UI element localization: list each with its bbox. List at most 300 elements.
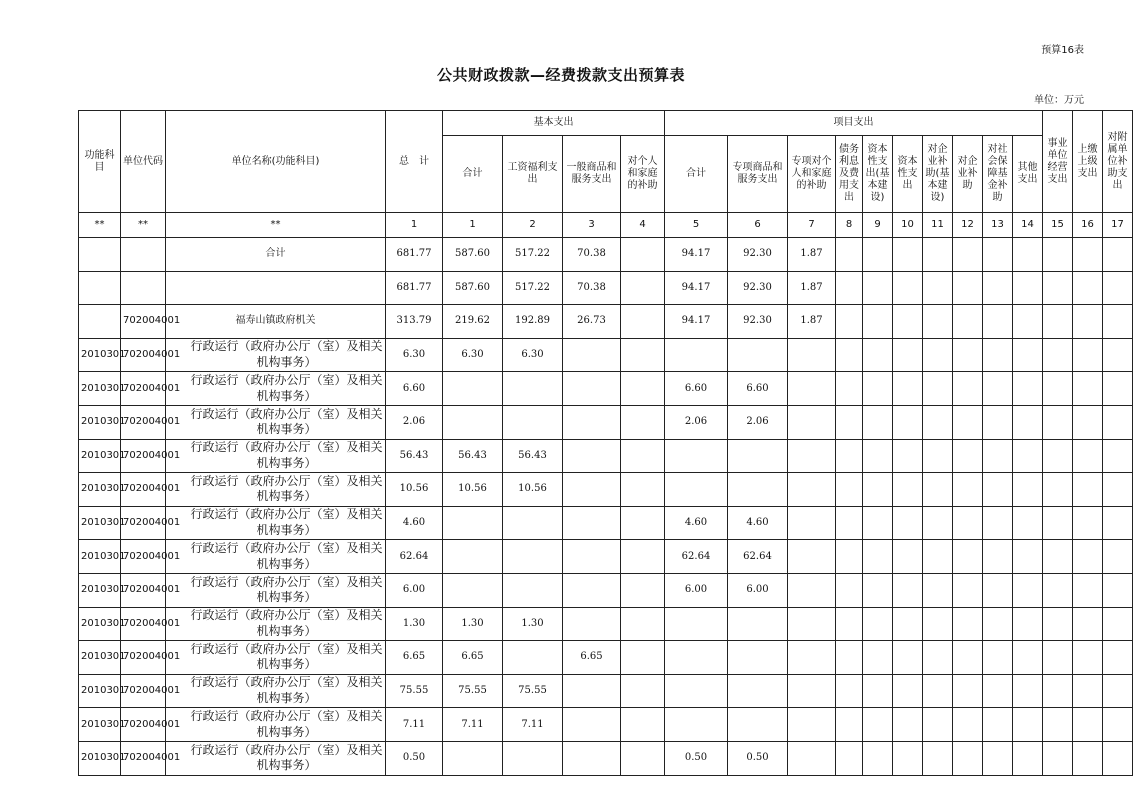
- amount-cell-b-family: [621, 338, 665, 372]
- amount-cell-b-total: 6.30: [443, 338, 503, 372]
- table-row: [79, 372, 1133, 406]
- unit-name-cell: 行政运行（政府办公厅（室）及相关机构事务）: [166, 372, 386, 406]
- empty-amount-cell: [1043, 540, 1073, 574]
- amount-cell-p-total: [665, 439, 728, 473]
- empty-amount-cell: [1013, 238, 1043, 272]
- amount-cell-p-total: [665, 641, 728, 675]
- amount-cell-p-total: 0.50: [665, 741, 728, 775]
- unit-name-cell: 行政运行（政府办公厅（室）及相关机构事务）: [166, 506, 386, 540]
- empty-amount-cell: [923, 405, 953, 439]
- empty-amount-cell: [1013, 271, 1043, 305]
- col-subsidiary-subsidy: 对附属单位补助支出: [1103, 111, 1133, 213]
- table-row: [79, 708, 1133, 742]
- empty-amount-cell: [863, 506, 893, 540]
- empty-amount-cell: [863, 405, 893, 439]
- unit-name-cell: 合计: [166, 238, 386, 272]
- amount-cell-total: 10.56: [386, 473, 443, 507]
- function-code-cell: 2010301: [79, 607, 121, 641]
- amount-cell-p-family: [788, 473, 836, 507]
- amount-cell-b-family: [621, 372, 665, 406]
- amount-cell-b-total: [443, 540, 503, 574]
- empty-amount-cell: [1103, 674, 1133, 708]
- amount-cell-p-family: [788, 741, 836, 775]
- amount-cell-p-goods: 62.64: [728, 540, 788, 574]
- amount-cell-b-wage: [503, 405, 563, 439]
- amount-cell-p-total: [665, 674, 728, 708]
- empty-amount-cell: [1043, 405, 1073, 439]
- empty-amount-cell: [1073, 305, 1103, 339]
- empty-amount-cell: [1103, 338, 1133, 372]
- amount-cell-b-goods: [563, 473, 621, 507]
- unit-name-cell: 行政运行（政府办公厅（室）及相关机构事务）: [166, 573, 386, 607]
- table-row: [79, 473, 1133, 507]
- amount-cell-p-goods: 4.60: [728, 506, 788, 540]
- amount-cell-b-family: [621, 674, 665, 708]
- empty-amount-cell: [1103, 641, 1133, 675]
- amount-cell-b-total: [443, 372, 503, 406]
- col-project-goods: 专项商品和服务支出: [728, 136, 788, 213]
- empty-amount-cell: [923, 506, 953, 540]
- amount-cell-p-total: 2.06: [665, 405, 728, 439]
- amount-cell-b-total: [443, 741, 503, 775]
- amount-cell-p-total: 94.17: [665, 238, 728, 272]
- col-project-debt: 债务利息及费用支出: [836, 136, 863, 213]
- empty-amount-cell: [893, 271, 923, 305]
- empty-amount-cell: [923, 338, 953, 372]
- amount-cell-b-family: [621, 607, 665, 641]
- empty-amount-cell: [983, 674, 1013, 708]
- empty-amount-cell: [983, 573, 1013, 607]
- empty-amount-cell: [863, 674, 893, 708]
- empty-amount-cell: [953, 238, 983, 272]
- amount-cell-p-family: [788, 372, 836, 406]
- amount-cell-total: 0.50: [386, 741, 443, 775]
- empty-amount-cell: [893, 238, 923, 272]
- amount-cell-total: 1.30: [386, 607, 443, 641]
- empty-amount-cell: [1043, 473, 1073, 507]
- amount-cell-b-wage: [503, 540, 563, 574]
- amount-cell-p-goods: [728, 439, 788, 473]
- empty-amount-cell: [1013, 641, 1043, 675]
- amount-cell-p-goods: 92.30: [728, 238, 788, 272]
- empty-amount-cell: [953, 641, 983, 675]
- amount-cell-b-total: 1.30: [443, 607, 503, 641]
- empty-amount-cell: [983, 271, 1013, 305]
- empty-amount-cell: [836, 473, 863, 507]
- empty-amount-cell: [893, 674, 923, 708]
- amount-cell-p-family: [788, 641, 836, 675]
- amount-cell-p-family: [788, 573, 836, 607]
- amount-cell-p-total: [665, 473, 728, 507]
- column-number: **: [166, 213, 386, 238]
- empty-amount-cell: [1043, 271, 1073, 305]
- empty-amount-cell: [953, 607, 983, 641]
- column-number: 7: [788, 213, 836, 238]
- amount-cell-p-family: [788, 338, 836, 372]
- unit-name-cell: 行政运行（政府办公厅（室）及相关机构事务）: [166, 439, 386, 473]
- empty-amount-cell: [983, 238, 1013, 272]
- amount-cell-p-total: 6.00: [665, 573, 728, 607]
- col-basic-family: 对个人和家庭的补助: [621, 136, 665, 213]
- empty-amount-cell: [953, 439, 983, 473]
- empty-amount-cell: [983, 305, 1013, 339]
- amount-cell-b-family: [621, 506, 665, 540]
- amount-cell-b-total: [443, 405, 503, 439]
- amount-cell-b-goods: 70.38: [563, 271, 621, 305]
- amount-cell-b-goods: [563, 741, 621, 775]
- amount-cell-total: 681.77: [386, 271, 443, 305]
- amount-cell-b-wage: 517.22: [503, 238, 563, 272]
- table-row: [79, 338, 1133, 372]
- column-number: 3: [563, 213, 621, 238]
- amount-cell-p-family: [788, 405, 836, 439]
- table-row: [79, 405, 1133, 439]
- col-basic-goods: 一般商品和服务支出: [563, 136, 621, 213]
- amount-cell-b-total: 10.56: [443, 473, 503, 507]
- empty-amount-cell: [1073, 473, 1103, 507]
- function-code-cell: [79, 271, 121, 305]
- column-number: **: [121, 213, 166, 238]
- unit-code-cell: 702004001: [121, 473, 166, 507]
- table-row: [79, 674, 1133, 708]
- amount-cell-b-family: [621, 708, 665, 742]
- amount-cell-b-wage: [503, 506, 563, 540]
- empty-amount-cell: [893, 338, 923, 372]
- unit-name-cell: 行政运行（政府办公厅（室）及相关机构事务）: [166, 338, 386, 372]
- empty-amount-cell: [953, 372, 983, 406]
- empty-amount-cell: [1013, 506, 1043, 540]
- amount-cell-b-goods: [563, 540, 621, 574]
- empty-amount-cell: [983, 338, 1013, 372]
- amount-cell-b-family: [621, 271, 665, 305]
- amount-cell-p-goods: 6.00: [728, 573, 788, 607]
- table-row: [79, 573, 1133, 607]
- amount-cell-total: 4.60: [386, 506, 443, 540]
- amount-cell-p-family: [788, 540, 836, 574]
- empty-amount-cell: [1073, 506, 1103, 540]
- unit-code-cell: 702004001: [121, 573, 166, 607]
- empty-amount-cell: [1073, 708, 1103, 742]
- empty-amount-cell: [1073, 641, 1103, 675]
- empty-amount-cell: [893, 372, 923, 406]
- amount-cell-b-total: 219.62: [443, 305, 503, 339]
- empty-amount-cell: [983, 540, 1013, 574]
- empty-amount-cell: [836, 506, 863, 540]
- col-project-other: 其他支出: [1013, 136, 1043, 213]
- amount-cell-b-wage: 6.30: [503, 338, 563, 372]
- empty-amount-cell: [1043, 439, 1073, 473]
- empty-amount-cell: [1103, 238, 1133, 272]
- empty-amount-cell: [923, 540, 953, 574]
- col-project-capital: 资本性支出: [893, 136, 923, 213]
- amount-cell-total: 56.43: [386, 439, 443, 473]
- amount-cell-total: 6.30: [386, 338, 443, 372]
- unit-name-cell: 福寿山镇政府机关: [166, 305, 386, 339]
- amount-cell-total: 681.77: [386, 238, 443, 272]
- col-basic-total: 合计: [443, 136, 503, 213]
- amount-cell-b-goods: [563, 506, 621, 540]
- amount-cell-total: 6.00: [386, 573, 443, 607]
- amount-cell-b-goods: 6.65: [563, 641, 621, 675]
- amount-cell-p-total: 62.64: [665, 540, 728, 574]
- amount-cell-b-wage: [503, 573, 563, 607]
- column-number: 17: [1103, 213, 1133, 238]
- empty-amount-cell: [863, 338, 893, 372]
- empty-amount-cell: [983, 372, 1013, 406]
- empty-amount-cell: [923, 607, 953, 641]
- empty-amount-cell: [1073, 540, 1103, 574]
- column-number: 2: [503, 213, 563, 238]
- column-number: 6: [728, 213, 788, 238]
- col-project-enterprise-construction: 对企业补助(基本建设): [923, 136, 953, 213]
- empty-amount-cell: [1103, 271, 1133, 305]
- empty-amount-cell: [863, 473, 893, 507]
- table-row: [79, 506, 1133, 540]
- function-code-cell: 2010301: [79, 674, 121, 708]
- amount-cell-p-total: [665, 708, 728, 742]
- unit-code-cell: [121, 238, 166, 272]
- amount-cell-total: 7.11: [386, 708, 443, 742]
- amount-cell-b-goods: [563, 708, 621, 742]
- col-function: 功能科目: [79, 111, 121, 213]
- empty-amount-cell: [1073, 238, 1103, 272]
- empty-amount-cell: [836, 271, 863, 305]
- amount-cell-b-family: [621, 405, 665, 439]
- unit-name-cell: 行政运行（政府办公厅（室）及相关机构事务）: [166, 607, 386, 641]
- col-business-expense: 事业单位经营支出: [1043, 111, 1073, 213]
- empty-amount-cell: [1103, 305, 1133, 339]
- unit-code-cell: 702004001: [121, 540, 166, 574]
- empty-amount-cell: [836, 607, 863, 641]
- empty-amount-cell: [923, 473, 953, 507]
- unit-code-cell: 702004001: [121, 372, 166, 406]
- function-code-cell: 2010301: [79, 540, 121, 574]
- column-number: 12: [953, 213, 983, 238]
- empty-amount-cell: [1103, 607, 1133, 641]
- empty-amount-cell: [863, 305, 893, 339]
- amount-cell-p-total: 4.60: [665, 506, 728, 540]
- empty-amount-cell: [836, 674, 863, 708]
- col-basic-wage: 工资福利支出: [503, 136, 563, 213]
- empty-amount-cell: [923, 305, 953, 339]
- amount-cell-p-family: 1.87: [788, 271, 836, 305]
- amount-cell-p-family: [788, 506, 836, 540]
- column-number: 13: [983, 213, 1013, 238]
- empty-amount-cell: [1103, 473, 1133, 507]
- amount-cell-p-family: 1.87: [788, 238, 836, 272]
- empty-amount-cell: [1073, 607, 1103, 641]
- col-project-family: 专项对个人和家庭的补助: [788, 136, 836, 213]
- amount-cell-p-goods: [728, 674, 788, 708]
- empty-amount-cell: [863, 439, 893, 473]
- empty-amount-cell: [1043, 641, 1073, 675]
- empty-amount-cell: [863, 271, 893, 305]
- empty-amount-cell: [1103, 741, 1133, 775]
- empty-amount-cell: [863, 708, 893, 742]
- empty-amount-cell: [893, 641, 923, 675]
- column-number: 11: [923, 213, 953, 238]
- empty-amount-cell: [1103, 708, 1133, 742]
- column-number: **: [79, 213, 121, 238]
- empty-amount-cell: [1043, 506, 1073, 540]
- amount-cell-b-goods: [563, 674, 621, 708]
- empty-amount-cell: [863, 641, 893, 675]
- amount-cell-b-family: [621, 473, 665, 507]
- amount-cell-b-family: [621, 573, 665, 607]
- empty-amount-cell: [1073, 338, 1103, 372]
- empty-amount-cell: [983, 473, 1013, 507]
- empty-amount-cell: [923, 674, 953, 708]
- empty-amount-cell: [953, 473, 983, 507]
- empty-amount-cell: [923, 439, 953, 473]
- amount-cell-b-total: 56.43: [443, 439, 503, 473]
- amount-cell-p-total: 94.17: [665, 305, 728, 339]
- unit-name-cell: 行政运行（政府办公厅（室）及相关机构事务）: [166, 473, 386, 507]
- amount-cell-b-family: [621, 238, 665, 272]
- column-number: 4: [621, 213, 665, 238]
- empty-amount-cell: [1043, 338, 1073, 372]
- amount-cell-b-goods: [563, 405, 621, 439]
- empty-amount-cell: [1043, 305, 1073, 339]
- unit-code-cell: 702004001: [121, 741, 166, 775]
- empty-amount-cell: [983, 741, 1013, 775]
- function-code-cell: 2010301: [79, 405, 121, 439]
- amount-cell-total: 75.55: [386, 674, 443, 708]
- col-project-capital-construction: 资本性支出(基本建设): [863, 136, 893, 213]
- column-number: 5: [665, 213, 728, 238]
- column-number: 9: [863, 213, 893, 238]
- empty-amount-cell: [923, 741, 953, 775]
- unit-code-cell: 702004001: [121, 708, 166, 742]
- unit-code-cell: 702004001: [121, 405, 166, 439]
- empty-amount-cell: [1013, 372, 1043, 406]
- empty-amount-cell: [893, 708, 923, 742]
- amount-cell-b-wage: 1.30: [503, 607, 563, 641]
- amount-cell-p-goods: [728, 641, 788, 675]
- empty-amount-cell: [923, 238, 953, 272]
- form-number: 预算16表: [1041, 45, 1084, 56]
- function-code-cell: [79, 305, 121, 339]
- group-project: 项目支出: [665, 111, 1043, 136]
- function-code-cell: 2010301: [79, 641, 121, 675]
- empty-amount-cell: [863, 573, 893, 607]
- empty-amount-cell: [893, 405, 923, 439]
- unit-name-cell: 行政运行（政府办公厅（室）及相关机构事务）: [166, 641, 386, 675]
- empty-amount-cell: [1013, 674, 1043, 708]
- amount-cell-p-goods: 92.30: [728, 271, 788, 305]
- amount-cell-b-wage: [503, 372, 563, 406]
- amount-cell-b-total: [443, 506, 503, 540]
- empty-amount-cell: [983, 641, 1013, 675]
- unit-code-cell: [121, 271, 166, 305]
- empty-amount-cell: [983, 405, 1013, 439]
- empty-amount-cell: [1103, 439, 1133, 473]
- empty-amount-cell: [836, 338, 863, 372]
- table-row: [79, 741, 1133, 775]
- empty-amount-cell: [836, 238, 863, 272]
- amount-cell-b-wage: 75.55: [503, 674, 563, 708]
- amount-cell-b-wage: 7.11: [503, 708, 563, 742]
- empty-amount-cell: [1043, 741, 1073, 775]
- empty-amount-cell: [1013, 338, 1043, 372]
- column-number: 15: [1043, 213, 1073, 238]
- function-code-cell: [79, 238, 121, 272]
- empty-amount-cell: [893, 540, 923, 574]
- empty-amount-cell: [893, 607, 923, 641]
- col-project-enterprise: 对企业补助: [953, 136, 983, 213]
- amount-cell-p-goods: 92.30: [728, 305, 788, 339]
- col-unit-name: 单位名称(功能科目): [166, 111, 386, 213]
- amount-cell-b-total: 75.55: [443, 674, 503, 708]
- column-number: 10: [893, 213, 923, 238]
- amount-cell-p-family: 1.87: [788, 305, 836, 339]
- amount-cell-b-wage: [503, 641, 563, 675]
- empty-amount-cell: [1043, 573, 1073, 607]
- empty-amount-cell: [1043, 708, 1073, 742]
- amount-cell-total: 6.60: [386, 372, 443, 406]
- col-unit-code: 单位代码: [121, 111, 166, 213]
- amount-cell-p-goods: [728, 607, 788, 641]
- table-row: [79, 238, 1133, 272]
- empty-amount-cell: [836, 305, 863, 339]
- amount-cell-b-goods: 70.38: [563, 238, 621, 272]
- empty-amount-cell: [836, 540, 863, 574]
- unit-code-cell: 702004001: [121, 607, 166, 641]
- amount-cell-b-total: 587.60: [443, 271, 503, 305]
- unit-name-cell: 行政运行（政府办公厅（室）及相关机构事务）: [166, 405, 386, 439]
- table-row: [79, 271, 1133, 305]
- amount-cell-p-total: [665, 607, 728, 641]
- column-number: 8: [836, 213, 863, 238]
- empty-amount-cell: [1073, 439, 1103, 473]
- empty-amount-cell: [953, 540, 983, 574]
- amount-cell-b-wage: 56.43: [503, 439, 563, 473]
- amount-cell-b-family: [621, 741, 665, 775]
- empty-amount-cell: [836, 372, 863, 406]
- col-remit-superior: 上缴上级支出: [1073, 111, 1103, 213]
- amount-cell-total: 6.65: [386, 641, 443, 675]
- empty-amount-cell: [953, 506, 983, 540]
- amount-cell-b-goods: [563, 372, 621, 406]
- column-number: 14: [1013, 213, 1043, 238]
- empty-amount-cell: [1013, 473, 1043, 507]
- table-row: [79, 641, 1133, 675]
- empty-amount-cell: [983, 506, 1013, 540]
- amount-cell-total: 313.79: [386, 305, 443, 339]
- empty-amount-cell: [1013, 607, 1043, 641]
- amount-cell-b-total: 7.11: [443, 708, 503, 742]
- amount-cell-p-family: [788, 708, 836, 742]
- empty-amount-cell: [1073, 573, 1103, 607]
- amount-cell-p-goods: 0.50: [728, 741, 788, 775]
- function-code-cell: 2010301: [79, 506, 121, 540]
- amount-cell-b-goods: 26.73: [563, 305, 621, 339]
- empty-amount-cell: [953, 741, 983, 775]
- amount-cell-b-goods: [563, 573, 621, 607]
- table-row: [79, 540, 1133, 574]
- empty-amount-cell: [1043, 238, 1073, 272]
- function-code-cell: 2010301: [79, 708, 121, 742]
- header-group-row: [79, 111, 1133, 136]
- empty-amount-cell: [1013, 573, 1043, 607]
- amount-cell-p-family: [788, 607, 836, 641]
- unit-code-cell: 702004001: [121, 439, 166, 473]
- amount-cell-total: 62.64: [386, 540, 443, 574]
- amount-cell-p-goods: [728, 338, 788, 372]
- empty-amount-cell: [1013, 405, 1043, 439]
- amount-cell-b-goods: [563, 338, 621, 372]
- empty-amount-cell: [1103, 506, 1133, 540]
